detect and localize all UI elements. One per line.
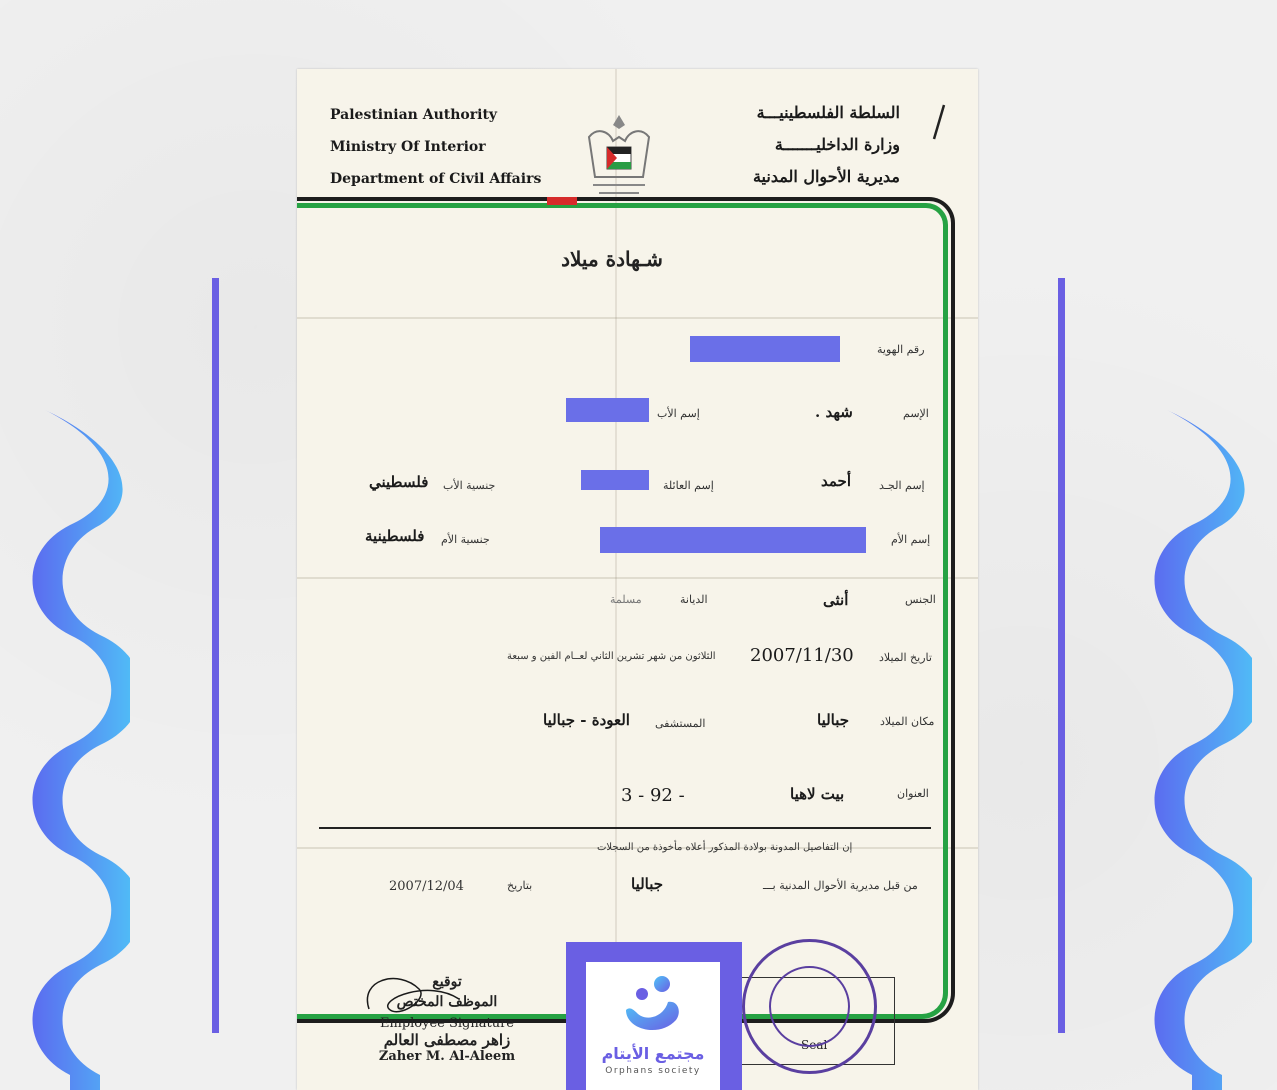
religion-label: الديانة	[680, 593, 708, 606]
separator-line	[319, 827, 931, 829]
family-hands-icon	[620, 970, 686, 1040]
certificate-title: شـهادة ميلاد	[561, 247, 663, 271]
address-label: العنوان	[897, 787, 929, 800]
issued-by-label: من قبل مديرية الأحوال المدنية بـــ	[763, 879, 918, 892]
birth-date-value: 2007/11/30	[750, 645, 854, 666]
logo-name-en: Orphans society	[605, 1066, 701, 1076]
gender-label: الجنس	[905, 593, 936, 606]
header-en-department: Department of Civil Affairs	[330, 171, 542, 187]
mother-label: إسم الأم	[891, 533, 931, 546]
family-label: إسم العائلة	[663, 479, 714, 492]
eagle-emblem-icon	[579, 107, 659, 207]
right-wave-decoration	[1152, 410, 1252, 1090]
header-en-ministry: Ministry Of Interior	[330, 139, 486, 155]
father-nationality-label: جنسية الأب	[443, 479, 496, 492]
footer-note: إن التفاصيل المدونة بولادة المذكور أعلاه مأخوذة من السجلات	[597, 842, 853, 853]
birth-certificate	[297, 69, 978, 1090]
gender-value: أنثى	[823, 591, 849, 609]
stamp-inner-ring	[769, 966, 850, 1047]
left-wave-decoration	[30, 410, 130, 1090]
official-stamp	[742, 939, 877, 1074]
header-en-authority: Palestinian Authority	[330, 107, 498, 123]
name-label: الإسم	[903, 407, 929, 420]
father-nationality-value: فلسطيني	[369, 473, 429, 491]
mother-nationality-value: فلسطينية	[365, 527, 425, 545]
id-label: رقم الهوية	[877, 343, 925, 356]
logo-name-ar: مجتمع الأيتام	[601, 1044, 705, 1063]
signature-title-ar: توقيع	[432, 974, 462, 990]
issue-date-label: بتاريخ	[507, 879, 533, 892]
header-ar-department: مديرية الأحوال المدنية	[752, 167, 900, 186]
name-value: شهد .	[815, 403, 853, 421]
id-redaction	[690, 336, 840, 362]
frame-border-red	[547, 197, 577, 205]
hospital-value: العودة - جباليا	[543, 711, 630, 729]
handwritten-signature	[359, 969, 479, 1029]
mother-redaction	[600, 527, 866, 553]
birth-place-label: مكان الميلاد	[880, 715, 935, 728]
birth-place-value: جباليا	[817, 711, 850, 729]
employee-name-ar: زاهر مصطفى العالم	[383, 1031, 511, 1049]
hospital-label: المستشفى	[655, 717, 706, 730]
grandfather-value: أحمد	[821, 472, 851, 490]
issued-place: جباليا	[631, 875, 664, 893]
father-label: إسم الأب	[657, 407, 700, 420]
signature-label-en: Employee Signature	[380, 1016, 514, 1031]
signature-role-ar: الموظف المختص	[396, 994, 498, 1010]
address-number: 3 - 92 -	[621, 785, 685, 806]
issue-date-value: 2007/12/04	[389, 879, 464, 894]
religion-value: مسلمة	[610, 593, 642, 606]
birth-date-words: الثلاثون من شهر تشرين الثاني لعــام الفين و سبعة	[507, 651, 716, 662]
left-accent-line	[212, 278, 219, 1033]
pen-mark	[931, 103, 947, 143]
frame-border-green	[297, 203, 948, 1019]
header-ar-ministry: وزارة الداخليـــــــة	[774, 135, 900, 154]
employee-name-en: Zaher M. Al-Aleem	[378, 1049, 516, 1064]
right-accent-line	[1058, 278, 1065, 1033]
birth-date-label: تاريخ الميلاد	[879, 651, 932, 664]
family-redaction	[581, 470, 649, 490]
grandfather-label: إسم الجـد	[879, 479, 925, 492]
header-ar-authority: السلطة الفلسطينيـــة	[756, 103, 900, 122]
address-value: بيت لاهيا	[790, 785, 845, 803]
father-redaction	[566, 398, 649, 422]
seal-label: Seal	[801, 1038, 828, 1052]
orphans-society-logo	[586, 962, 720, 1090]
mother-nationality-label: جنسية الأم	[441, 533, 490, 546]
